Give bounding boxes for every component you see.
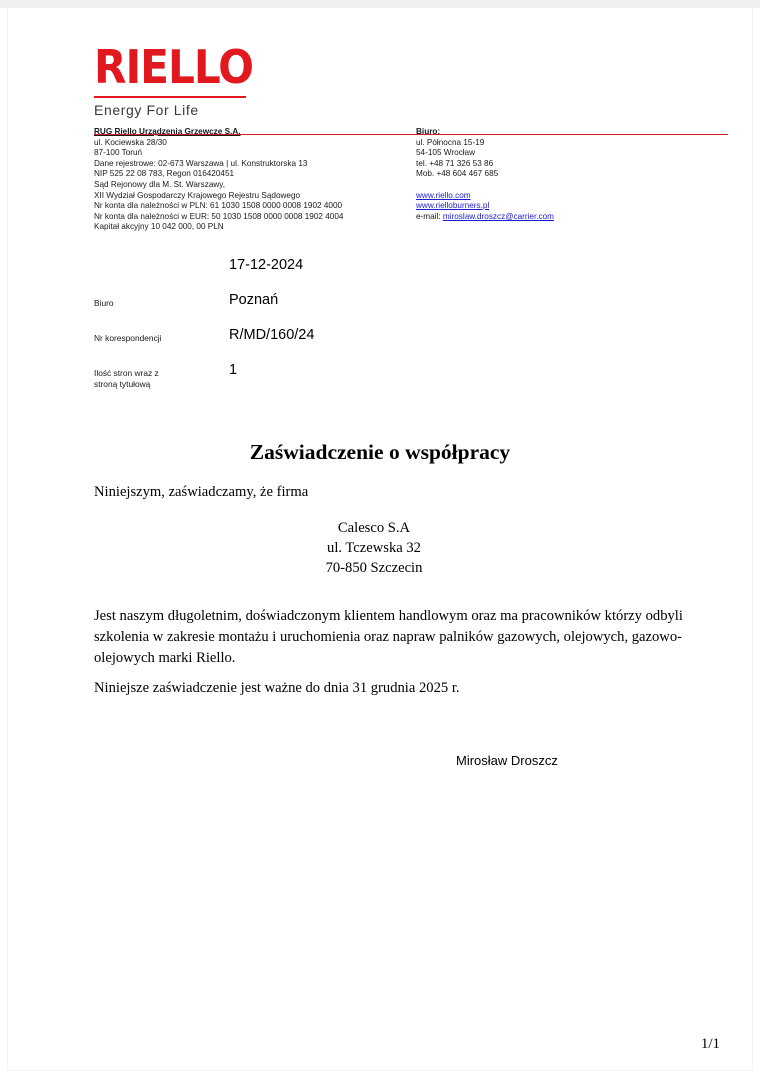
company-address-line: 87-100 Toruń [94,148,143,158]
viewer-top-strip [0,0,760,8]
page-number: 1/1 [700,1036,720,1052]
company-bank-eur: Nr konta dla należności w EUR: 50 1030 1508 0000 0008 1902 4004 [94,211,344,221]
meta-value-pagecount: 1 [229,362,238,378]
meta-row-reference [94,327,654,368]
header-spacer [416,180,716,191]
meta-value-reference: R/MD/160/24 [229,327,315,343]
recipient-name: Calesco S.A [337,520,411,536]
office-address-line: ul. Północna 15-19 [416,137,485,147]
meta-label-reference: Nr korespondencji [94,333,162,343]
company-address-line: ul. Kociewska 28/30 [94,137,167,147]
page-title: Zaświadczenie o współpracy [249,440,511,464]
recipient-street: ul. Tczewska 32 [327,540,421,556]
company-logo [94,42,394,118]
meta-row-date [94,257,654,298]
company-registration-line: Dane rejestrowe: 02-673 Warszawa | ul. Konstruktorska 13 [94,158,308,168]
page-sheet [8,8,752,1070]
recipient-block [94,518,654,578]
company-bank-pln: Nr konta dla należności w PLN: 61 1030 1508 0000 0008 1902 4000 [94,201,343,211]
correspondence-meta [94,257,654,403]
company-capital: Kapitał akcyjny 10 042 000, 00 PLN [94,222,224,232]
meta-row-office [94,292,654,333]
logo-underline-rule [94,96,246,98]
header-office-details [416,127,716,222]
office-address-line: 54-105 Wrocław [416,148,476,158]
header-company-details [94,127,414,233]
company-court-line: Sąd Rejonowy dla M. St. Warszawy, [94,179,226,189]
office-mobile: Mob. +48 604 467 685 [416,169,499,179]
main-paragraph: Jest naszym długoletnim, doświadczonym klientem handlowym oraz ma pracowników którzy odbyli szkolenia w zakresie montażu i uruchomienia oraz napraw palników gazowych, olejowych, gazowo-olejowych marki Riello. [94,608,683,666]
office-phone: tel. +48 71 326 53 86 [416,158,494,168]
meta-label-pagecount [94,368,224,390]
website-link-riello[interactable]: www.riello.com [416,190,471,200]
logo-wordmark: RIELLO [94,40,253,94]
recipient-city: 70-850 Szczecin [325,560,423,576]
intro-paragraph: Niniejszym, zaświadczamy, że firma [94,484,309,500]
meta-value-office: Poznań [229,292,279,308]
website-link-rielloburners[interactable]: www.rielloburners.pl [416,201,490,211]
logo-tagline: Energy For Life [94,102,199,118]
company-legal-name: RUG Riello Urządzenia Grzewcze S.A. [94,127,241,136]
signature-name: Mirosław Droszcz [456,753,558,768]
document-date: 17-12-2024 [229,257,304,273]
company-court-line: XII Wydział Gospodarczy Krajowego Rejestru Sądowego [94,190,301,200]
office-label: Biuro: [416,127,441,136]
meta-label-office: Biuro [94,298,114,308]
company-tax-line: NIP 525 22 08 783, Regon 016420451 [94,169,235,179]
email-label: e-mail: [416,211,441,221]
meta-label-pagecount-line1: Ilość stron wraz z [94,368,159,378]
email-link[interactable]: miroslaw.droszcz@carrier.com [442,211,554,221]
meta-row-pagecount [94,362,654,403]
meta-label-pagecount-line2: stroną tytułową [94,379,151,389]
email-row [416,212,716,223]
validity-paragraph: Niniejsze zaświadczenie jest ważne do dnia 31 grudnia 2025 r. [94,680,460,696]
